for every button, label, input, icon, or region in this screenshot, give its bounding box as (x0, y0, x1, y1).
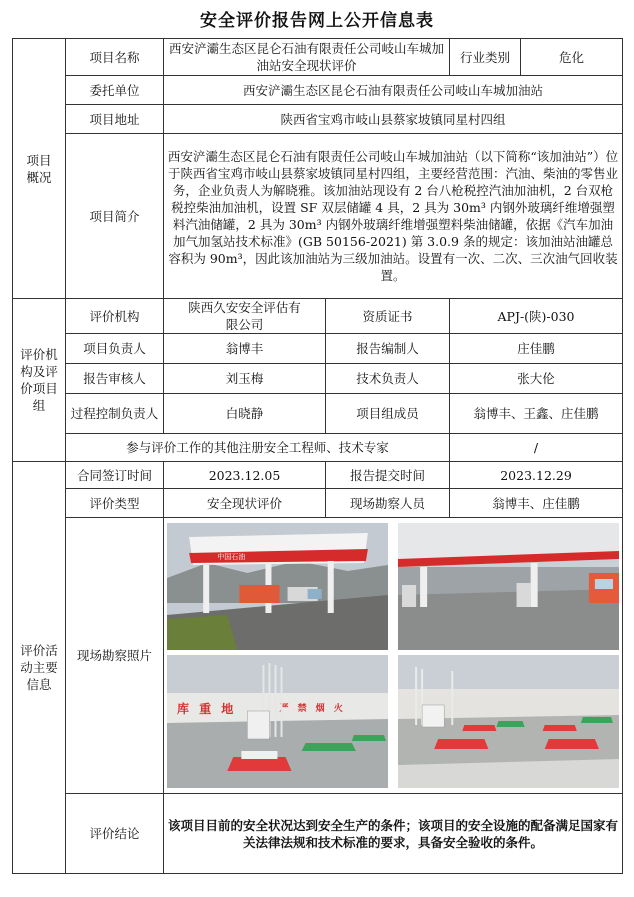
cert-value: APJ-(陕)-030 (450, 299, 623, 334)
address-label: 项目地址 (66, 105, 164, 134)
org-value: 陕西久安安全评估有限公司 (164, 299, 326, 334)
wall-text-5: 禁 (297, 704, 307, 714)
compiler-value: 庄佳鹏 (450, 334, 623, 364)
members-value: 翁博丰、王鑫、庄佳鹏 (450, 394, 623, 434)
cert-label: 资质证书 (326, 299, 450, 334)
tech-label: 技术负责人 (326, 364, 450, 394)
site-photo-canopy-interior (398, 523, 619, 650)
wall-text-6: 烟 (315, 704, 325, 714)
reviewer-value: 刘玉梅 (164, 364, 326, 394)
site-photo-tank-overview (398, 655, 619, 788)
wall-text-1: 库 (177, 702, 190, 716)
org-label: 评价机构 (66, 299, 164, 334)
canopy-brand-text: 中国石油 (217, 552, 246, 561)
site-photo-tank-area (167, 655, 388, 788)
survey-label: 现场勘察人员 (326, 489, 450, 518)
process-value: 白晓静 (164, 394, 326, 434)
intro-label: 项目简介 (66, 134, 164, 299)
leader-value: 翁博丰 (164, 334, 326, 364)
wall-text-2: 重 (199, 702, 212, 716)
compiler-label: 报告编制人 (326, 334, 450, 364)
process-label: 过程控制负责人 (66, 394, 164, 434)
contract-label: 合同签订时间 (66, 462, 164, 489)
team-section-label: 评价机构及评价项目组 (13, 299, 66, 462)
photos-cell (164, 518, 623, 794)
client-label: 委托单位 (66, 76, 164, 105)
activity-section-label: 评价活动主要信息 (13, 462, 66, 874)
intro-value: 西安浐灞生态区昆仑石油有限责任公司岐山车城加油站（以下简称“该加油站”）位于陕西省宝鸡市岐山县蔡家坡镇同星村四组，主要经营范围：汽油、柴油的零售业务，企业负责人为解晓雅。该加油站现设有 2 台八枪税控汽油加油机，2 台双枪税控柴油加油机，设置 SF 双层储罐 4 具，2 具为 30m³ 内钢外玻璃纤维增强塑料汽油储罐，2 具为 30m³ 内钢外玻璃纤维增强塑料柴油储罐，依据《汽车加油加气加氢站技术标准》(GB 50156-2021) 第 3.0.9 条的规定：该加油站油罐总容积为 90m³，因此该加油站为三级加油站。设置有一次、二次、三次油气回收装置。 (164, 134, 623, 299)
contract-value: 2023.12.05 (164, 462, 326, 489)
project-name-value: 西安浐灞生态区昆仑石油有限责任公司岐山车城加油站安全现状评价 (164, 39, 450, 76)
industry-value: 危化 (521, 39, 623, 76)
tech-value: 张大伦 (450, 364, 623, 394)
industry-label: 行业类别 (450, 39, 521, 76)
submit-label: 报告提交时间 (326, 462, 450, 489)
site-photo-canopy-front (167, 523, 388, 650)
page-title: 安全评价报告网上公开信息表 (200, 11, 434, 31)
others-label: 参与评价工作的其他注册安全工程师、技术专家 (66, 434, 450, 462)
project-name-label: 项目名称 (66, 39, 164, 76)
overview-section-label: 项目概况 (13, 39, 66, 299)
type-label: 评价类型 (66, 489, 164, 518)
type-value: 安全现状评价 (164, 489, 326, 518)
wall-text-7: 火 (333, 704, 343, 714)
client-value: 西安浐灞生态区昆仑石油有限责任公司岐山车城加油站 (164, 76, 623, 105)
survey-value: 翁博丰、庄佳鹏 (450, 489, 623, 518)
wall-text-4: 严 (279, 704, 289, 714)
submit-value: 2023.12.29 (450, 462, 623, 489)
members-label: 项目组成员 (326, 394, 450, 434)
wall-text-3: 地 (221, 702, 234, 716)
address-value: 陕西省宝鸡市岐山县蔡家坡镇同星村四组 (164, 105, 623, 134)
photos-label: 现场勘察照片 (66, 518, 164, 794)
leader-label: 项目负责人 (66, 334, 164, 364)
conclusion-value: 该项目目前的安全状况达到安全生产的条件；该项目的安全设施的配备满足国家有关法律法规和技术标准的要求，具备安全验收的条件。 (164, 794, 623, 874)
reviewer-label: 报告审核人 (66, 364, 164, 394)
info-table (12, 38, 623, 874)
others-value: / (450, 434, 623, 462)
conclusion-label: 评价结论 (66, 794, 164, 874)
